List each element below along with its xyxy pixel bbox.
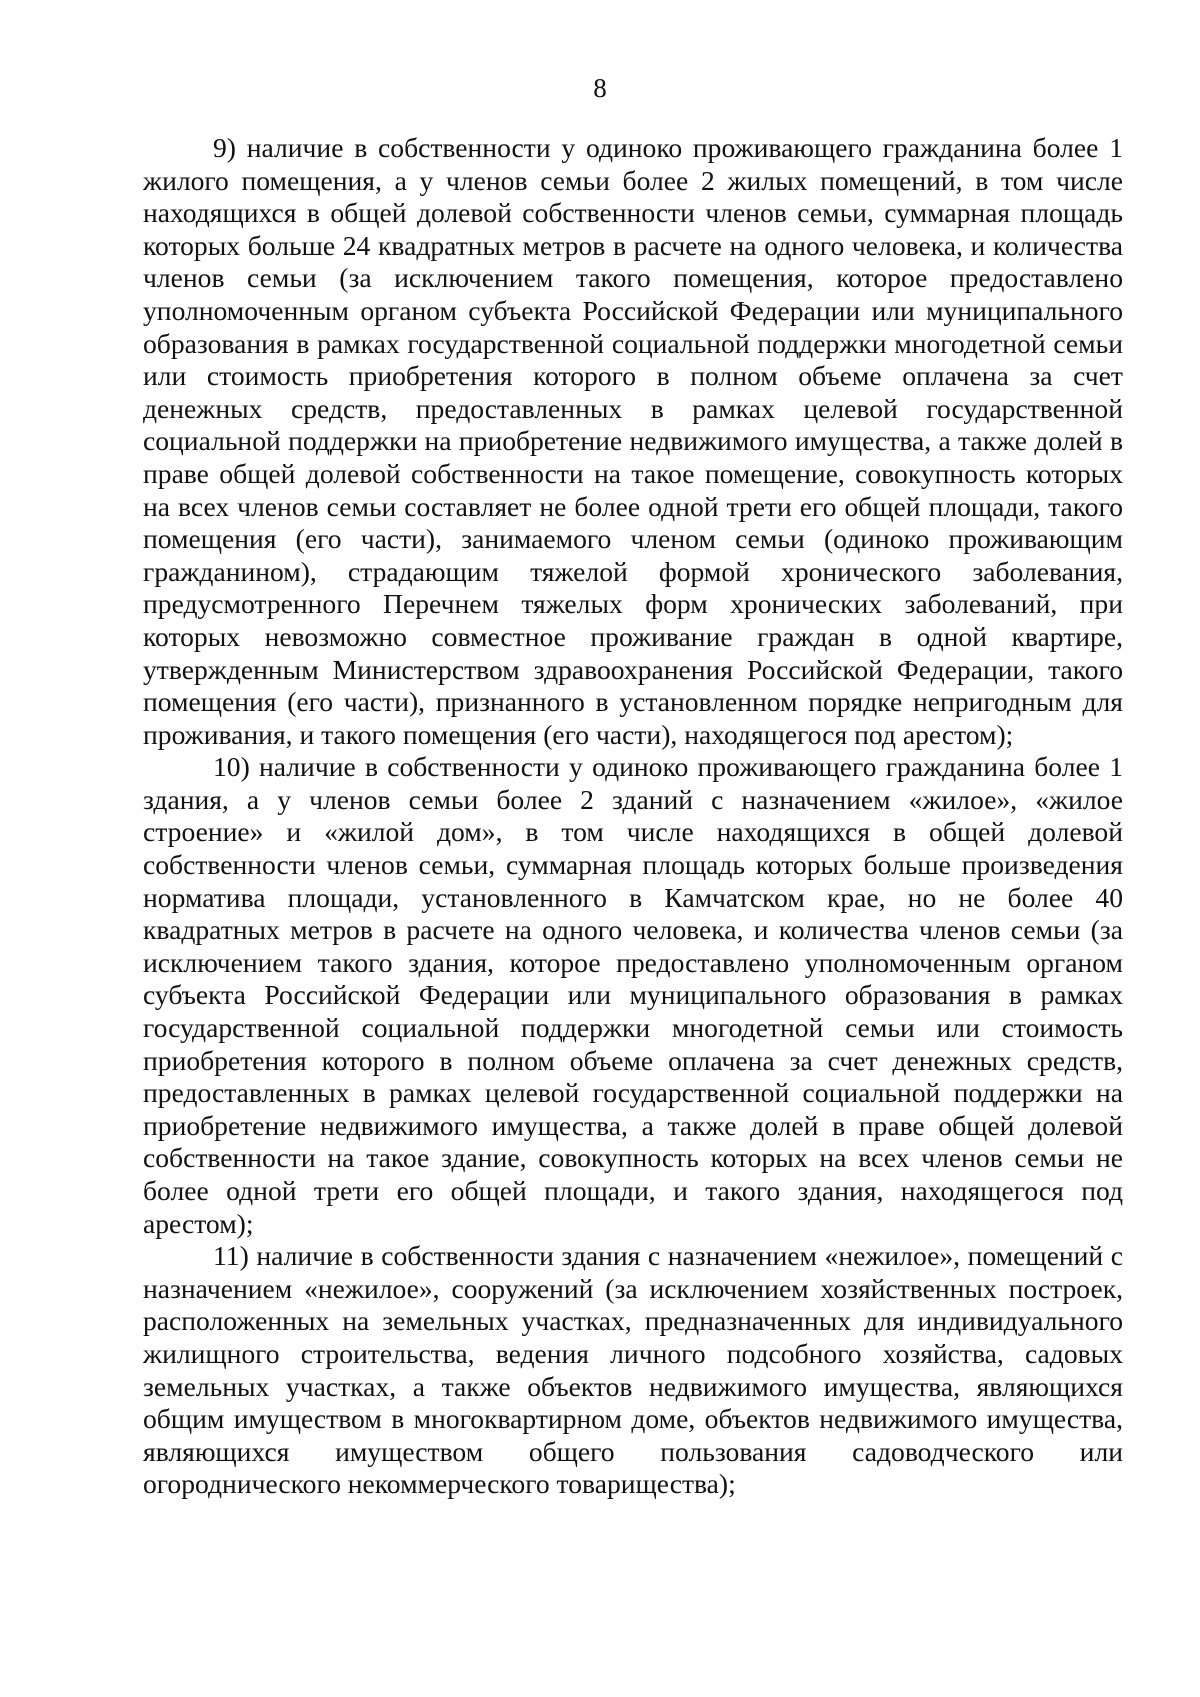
paragraph-item-11: 11) наличие в собственности здания с назначением «нежилое», помещений с назначением «нежилое», сооружений (за исключением хозяйственных построек, расположенных на земельных участках, предназначенных для индивидуального жилищного строительства, ведения личного подсобного хозяйства, садовых земельных участках, а также объектов недвижимого имущества, являющихся общим имуществом в многоквартирном доме, объектов недвижимого имущества, являющихся имуществом общего пользования садоводческого или огороднического некоммерческого товарищества); <box>143 1240 1123 1500</box>
paragraph-item-9: 9) наличие в собственности у одиноко проживающего гражданина более 1 жилого помещения, а у членов семьи более 2 жилых помещений, в том числе находящихся в общей долевой собственности членов семьи, суммарная площадь которых больше 24 квадратных метров в расчете на одного человека, и количества членов семьи (за исключением такого помещения, которое предоставлено уполномоченным органом субъекта Российской Федерации или муниципального образования в рамках государственной социальной поддержки многодетной семьи или стоимость приобретения которого в полном объеме оплачена за счет денежных средств, предоставленных в рамках целевой государственной социальной поддержки на приобретение недвижимого имущества, а также долей в праве общей долевой собственности на такое помещение, совокупность которых на всех членов семьи составляет не более одной трети его общей площади, такого помещения (его части), занимаемого членом семьи (одиноко проживающим гражданином), страдающим тяжелой формой хронического заболевания, предусмотренного Перечнем тяжелых форм хронических заболеваний, при которых невозможно совместное проживание граждан в одной квартире, утвержденным Министерством здравоохранения Российской Федерации, такого помещения (его части), признанного в установленном порядке непригодным для проживания, и такого помещения (его части), находящегося под арестом); <box>143 132 1123 750</box>
page-number: 8 <box>593 73 607 103</box>
paragraph-item-10: 10) наличие в собственности у одиноко проживающего гражданина более 1 здания, а у членов семьи более 2 зданий с назначением «жилое», «жилое строение» и «жилой дом», в том числе находящихся в общей долевой собственности членов семьи, суммарная площадь которых больше произведения норматива площади, установленного в Камчатском крае, но не более 40 квадратных метров в расчете на одного человека, и количества членов семьи (за исключением такого здания, которое предоставлено уполномоченным органом субъекта Российской Федерации или муниципального образования в рамках государственной социальной поддержки многодетной семьи или стоимость приобретения которого в полном объеме оплачена за счет денежных средств, предоставленных в рамках целевой государственной социальной поддержки на приобретение недвижимого имущества, а также долей в праве общей долевой собственности на такое здание, совокупность которых на всех членов семьи не более одной трети его общей площади, и такого здания, находящегося под арестом); <box>143 751 1123 1239</box>
document-body <box>143 132 1123 1501</box>
